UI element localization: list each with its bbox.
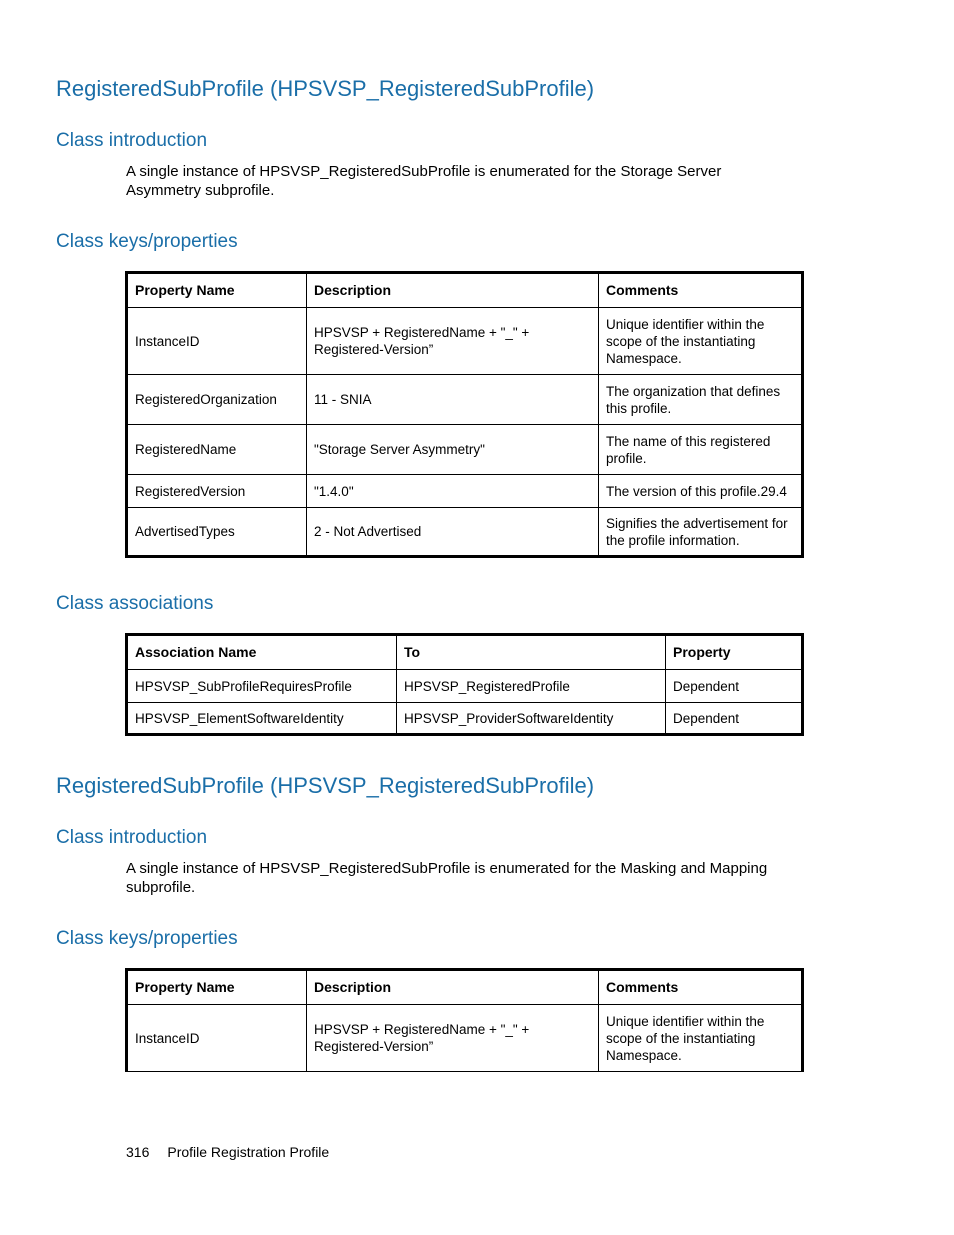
- section-title: RegisteredSubProfile (HPSVSP_RegisteredSubProfile): [56, 76, 595, 101]
- column-header: Comments: [599, 273, 803, 308]
- table-row: [127, 475, 803, 508]
- table-cell: 2 - Not Advertised: [307, 508, 599, 557]
- table-row: [127, 375, 803, 425]
- page-number: 316: [126, 1144, 150, 1160]
- table-cell: RegisteredVersion: [127, 475, 307, 508]
- table-row: [127, 1005, 803, 1072]
- column-header: Property Name: [127, 970, 307, 1005]
- chapter-title: Profile Registration Profile: [167, 1144, 330, 1160]
- table-cell: The version of this profile.29.4: [599, 475, 803, 508]
- table-cell: 11 - SNIA: [307, 375, 599, 425]
- class-associations-heading: Class associations: [56, 593, 214, 614]
- table-header-row: [127, 273, 803, 308]
- table-cell: HPSVSP_SubProfileRequiresProfile: [127, 670, 397, 703]
- table-cell: HPSVSP_ElementSoftwareIdentity: [127, 703, 397, 735]
- table-cell: Unique identifier within the scope of the instantiating Namespace.: [599, 1005, 803, 1072]
- table-header-row: [127, 970, 803, 1005]
- table-cell: The name of this registered profile.: [599, 425, 803, 475]
- class-keys-heading: Class keys/properties: [56, 928, 238, 949]
- table-cell: RegisteredOrganization: [127, 375, 307, 425]
- table-cell: The organization that defines this profile.: [599, 375, 803, 425]
- table-cell: InstanceID: [127, 1005, 307, 1072]
- class-introduction-text: A single instance of HPSVSP_RegisteredSubProfile is enumerated for the Storage Server Asymmetry subprofile.: [126, 163, 722, 199]
- associations-table: [125, 633, 804, 736]
- page-footer: [126, 1144, 329, 1160]
- table-row: [127, 425, 803, 475]
- class-introduction-heading: Class introduction: [56, 130, 208, 151]
- keys-properties-table: [125, 968, 804, 1072]
- column-header: Property: [666, 635, 803, 670]
- table-cell: AdvertisedTypes: [127, 508, 307, 557]
- table-cell: HPSVSP_RegisteredProfile: [397, 670, 666, 703]
- table-cell: Unique identifier within the scope of the instantiating Namespace.: [599, 308, 803, 375]
- table-row: [127, 508, 803, 557]
- column-header: Comments: [599, 970, 803, 1005]
- keys-properties-table: [125, 271, 804, 558]
- table-cell: "1.4.0": [307, 475, 599, 508]
- table-cell: Dependent: [666, 670, 803, 703]
- table-cell: Dependent: [666, 703, 803, 735]
- table-cell: HPSVSP_ProviderSoftwareIdentity: [397, 703, 666, 735]
- table-cell: Signifies the advertisement for the profile information.: [599, 508, 803, 557]
- column-header: Association Name: [127, 635, 397, 670]
- column-header: Description: [307, 273, 599, 308]
- class-introduction-text: A single instance of HPSVSP_RegisteredSubProfile is enumerated for the Masking and Mapping subprofile.: [126, 860, 768, 896]
- class-keys-heading: Class keys/properties: [56, 231, 238, 252]
- column-header: To: [397, 635, 666, 670]
- section-title: RegisteredSubProfile (HPSVSP_RegisteredSubProfile): [56, 773, 595, 798]
- table-cell: InstanceID: [127, 308, 307, 375]
- column-header: Property Name: [127, 273, 307, 308]
- table-row: [127, 308, 803, 375]
- class-introduction-heading: Class introduction: [56, 827, 208, 848]
- table-header-row: [127, 635, 803, 670]
- table-cell: HPSVSP + RegisteredName + "_" + Registered-Version”: [307, 308, 599, 375]
- table-cell: RegisteredName: [127, 425, 307, 475]
- table-cell: HPSVSP + RegisteredName + "_" + Registered-Version”: [307, 1005, 599, 1072]
- column-header: Description: [307, 970, 599, 1005]
- table-row: [127, 703, 803, 735]
- table-cell: "Storage Server Asymmetry": [307, 425, 599, 475]
- table-row: [127, 670, 803, 703]
